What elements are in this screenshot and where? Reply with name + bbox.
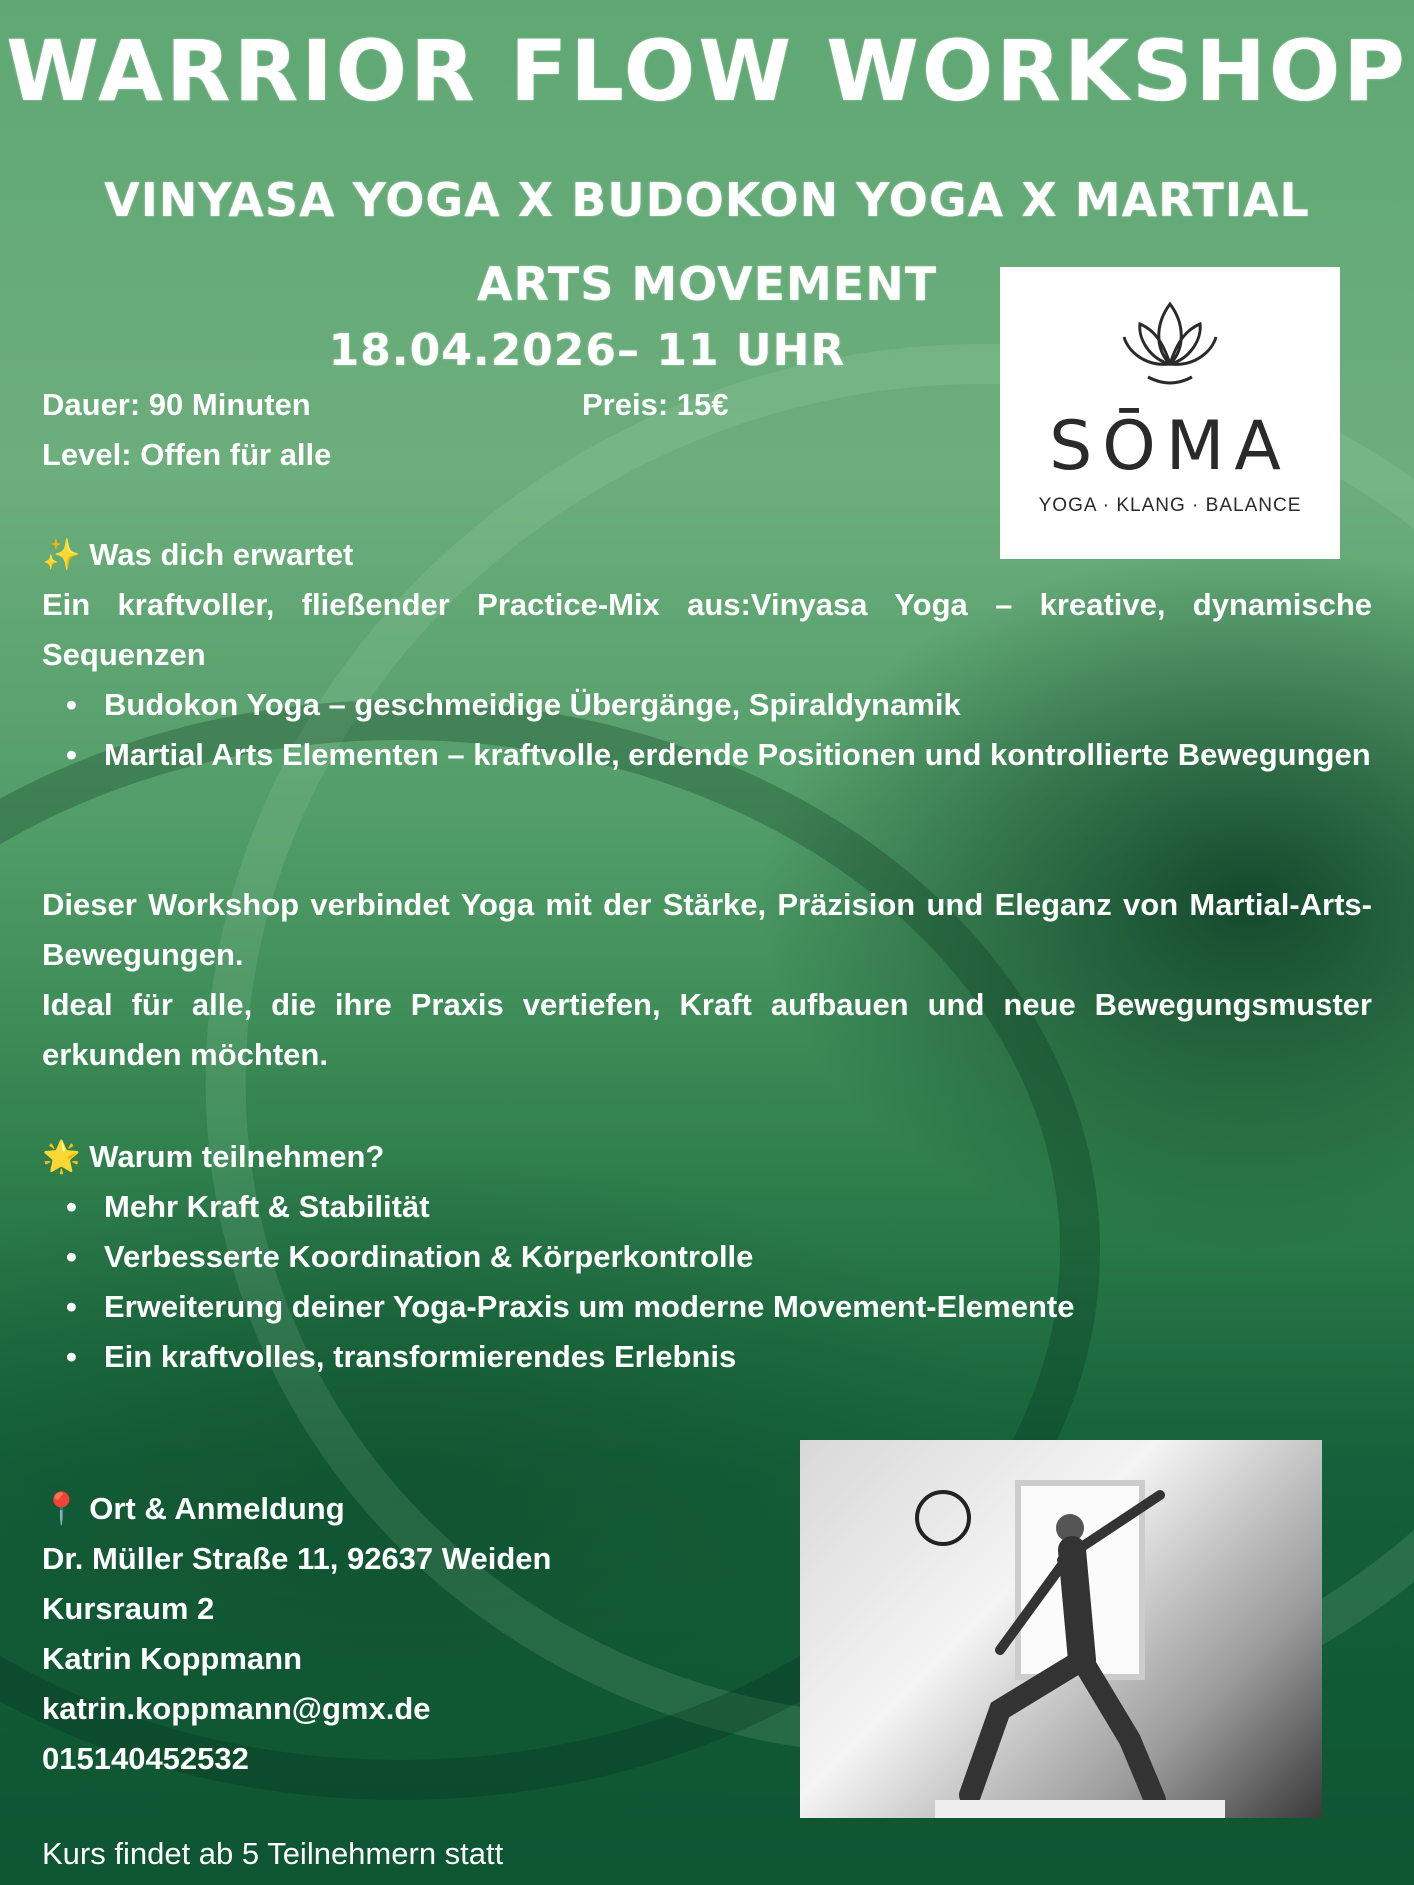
event-datetime: 18.04.2026– 11 UHR: [328, 325, 846, 376]
room: Kursraum 2: [42, 1591, 215, 1626]
footer-note: Kurs findet ab 5 Teilnehmern statt: [42, 1836, 504, 1871]
list-item: • Ein kraftvolles, transformierendes Erlebnis: [42, 1332, 1372, 1382]
description-paragraph: Dieser Workshop verbindet Yoga mit der Stärke, Präzision und Eleganz von Martial-Arts-Bewegungen.: [42, 887, 1372, 972]
address: Dr. Müller Straße 11, 92637 Weiden: [42, 1541, 552, 1576]
yoga-mat: [935, 1800, 1225, 1818]
email-link[interactable]: katrin.koppmann@gmx.de: [42, 1691, 431, 1726]
list-item: • Erweiterung deiner Yoga-Praxis um moderne Movement-Elemente: [42, 1282, 1372, 1332]
location-heading: 📍 Ort & Anmeldung: [42, 1491, 345, 1526]
lotus-icon: [1110, 289, 1230, 389]
sparkles-icon: ✨: [42, 537, 81, 572]
why-heading: 🌟 Warum teilnehmen?: [42, 1139, 385, 1174]
why-section: [42, 1132, 1372, 1382]
phone-number[interactable]: 015140452532: [42, 1741, 249, 1776]
yoga-pose-photo: [800, 1440, 1322, 1818]
expect-section: [42, 530, 1372, 780]
expect-intro: Ein kraftvoller, fließender Practice-Mix aus:Vinyasa Yoga – kreative, dynamische Sequenzen: [42, 587, 1372, 672]
person-silhouette: [800, 1440, 1322, 1818]
soma-logo: SŌMA YOGA · KLANG · BALANCE: [1000, 267, 1340, 559]
poster-subtitle: VINYASA YOGA X BUDOKON YOGA X MARTIAL ARTS MOVEMENT: [104, 173, 1310, 311]
list-item: • Martial Arts Elementen – kraftvolle, erdende Positionen und kontrollierte Bewegungen: [42, 730, 1372, 780]
description: [42, 880, 1372, 1080]
list-item: • Verbesserte Koordination & Körperkontrolle: [42, 1232, 1372, 1282]
contact-name: Katrin Koppmann: [42, 1641, 303, 1676]
location-section: [42, 1484, 551, 1784]
expect-heading: ✨ Was dich erwartet: [42, 537, 354, 572]
list-item: • Mehr Kraft & Stabilität: [42, 1182, 1372, 1232]
pin-icon: 📍: [42, 1491, 81, 1526]
price: Preis: 15€: [582, 387, 729, 422]
list-item: • Budokon Yoga – geschmeidige Übergänge, Spiraldynamik: [42, 680, 1372, 730]
poster-title: WARRIOR FLOW WORKSHOP: [6, 22, 1408, 120]
star-icon: 🌟: [42, 1139, 81, 1174]
duration: Dauer: 90 Minuten: [42, 387, 311, 422]
level: Level: Offen für alle: [42, 437, 332, 472]
description-paragraph: Ideal für alle, die ihre Praxis vertiefen, Kraft aufbauen und neue Bewegungsmuster erkunden möchten.: [42, 987, 1372, 1072]
